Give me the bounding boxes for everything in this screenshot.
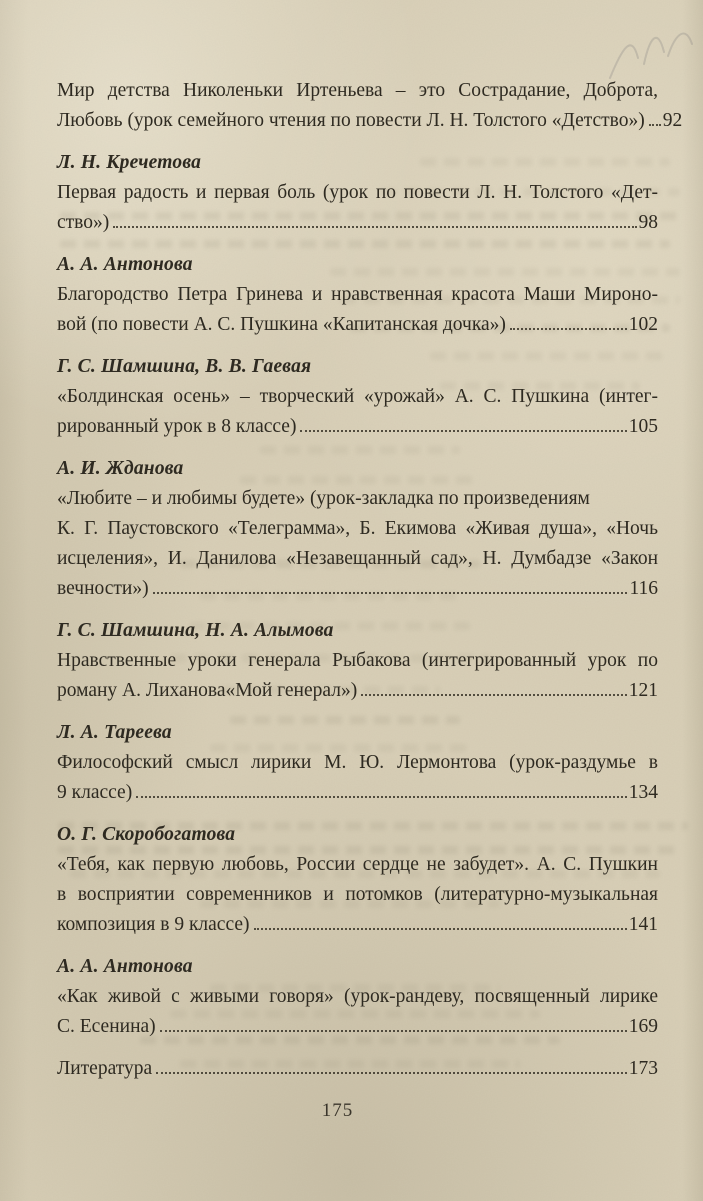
dot-leader xyxy=(510,328,627,330)
toc-entry-line: «Тебя, как первую любовь, России сердце не забудет». А. С. Пушкин xyxy=(57,854,658,875)
toc-entry-line: «Как живой с живыми говоря» (урок-рандеву, посвященный лирике xyxy=(57,986,658,1007)
toc-entry-page-number: 121 xyxy=(628,680,658,701)
toc-entry-leader-row xyxy=(57,676,658,706)
toc-entry-author: Г. С. Шамшина, Н. А. Алымова xyxy=(57,620,334,641)
toc-entry xyxy=(57,952,658,1042)
toc-entry-author: О. Г. Скоробогатова xyxy=(57,824,236,845)
toc-entry xyxy=(57,820,658,940)
dot-leader xyxy=(136,796,627,798)
toc-entry xyxy=(57,454,658,604)
page-number: 175 xyxy=(321,1100,354,1121)
toc-entry-author: А. И. Жданова xyxy=(57,458,184,479)
toc-entry xyxy=(57,76,683,136)
toc-entry-page-number: 102 xyxy=(628,314,658,335)
toc-entry-page-number: 169 xyxy=(628,1016,658,1037)
toc-entry-page-number: 173 xyxy=(628,1058,658,1079)
toc-entry-page-number: 92 xyxy=(662,110,683,131)
toc-entry-leader-text: ство») xyxy=(57,212,110,233)
toc-entry-leader-text: роману А. Лиханова«Мой генерал») xyxy=(57,680,358,701)
toc-entry-page-number: 98 xyxy=(638,212,658,233)
toc-entry xyxy=(57,616,658,706)
toc-entry-author: А. А. Антонова xyxy=(57,254,193,275)
toc-entry-leader-row xyxy=(57,106,683,136)
toc-entry-leader-row xyxy=(57,310,658,340)
toc-entry-line: «Любите – и любимы будете» (урок-закладка по произведениям xyxy=(57,488,590,509)
toc-entry-page-number: 105 xyxy=(628,416,658,437)
toc-entry-leader-row xyxy=(57,1012,658,1042)
dot-leader xyxy=(153,592,628,594)
toc-entry-leader-text: Любовь (урок семейного чтения по повести Л. Н. Толстого «Детство») xyxy=(57,110,645,131)
dot-leader xyxy=(300,430,626,432)
toc-entry-line: Благородство Петра Гринева и нравственная красота Маши Мироно- xyxy=(57,284,658,305)
toc-entry-line: Первая радость и первая боль (урок по повести Л. Н. Толстого «Дет- xyxy=(57,182,658,203)
toc-entry-leader-text: вой (по повести А. С. Пушкина «Капитанская дочка») xyxy=(57,314,506,335)
dot-leader xyxy=(160,1030,627,1032)
toc-entry-page-number: 116 xyxy=(629,578,658,599)
toc-entry xyxy=(57,718,658,808)
toc-entry-line: «Болдинская осень» – творческий «урожай» А. С. Пушкина (интег- xyxy=(57,386,658,407)
toc-entry-leader-row xyxy=(57,1054,658,1084)
toc-entry xyxy=(57,352,658,442)
toc-entry-leader-text: вечности») xyxy=(57,578,149,599)
toc-entry xyxy=(57,148,658,238)
toc-entry-leader-text: композиция в 9 классе) xyxy=(57,914,250,935)
toc-entry-author: А. А. Антонова xyxy=(57,956,193,977)
toc-entry xyxy=(57,250,658,340)
toc-entry-line: Философский смысл лирики М. Ю. Лермонтова (урок-раздумье в xyxy=(57,752,658,773)
toc-entry-leader-text: Литература xyxy=(57,1058,153,1079)
toc-entry-line: исцеления», И. Данилова «Незавещанный сад», Н. Думбадзе «Закон xyxy=(57,548,658,569)
dot-leader xyxy=(254,928,627,930)
toc-entry-leader-row xyxy=(57,778,658,808)
toc-entry-leader-text: 9 классе) xyxy=(57,782,133,803)
dot-leader xyxy=(156,1072,627,1074)
dot-leader xyxy=(649,124,661,126)
toc-entry-leader-row xyxy=(57,412,658,442)
toc-entry-leader-row xyxy=(57,910,658,940)
toc-entry-leader-row xyxy=(57,208,658,238)
toc-entry-author: Г. С. Шамшина, В. В. Гаевая xyxy=(57,356,312,377)
dot-leader xyxy=(113,226,636,228)
dot-leader xyxy=(361,694,627,696)
toc-entry-page-number: 134 xyxy=(628,782,658,803)
toc-entry-line: К. Г. Паустовского «Телеграмма», Б. Екимова «Живая душа», «Ночь xyxy=(57,518,658,539)
toc-entry-line: в восприятии современников и потомков (литературно-музыкальная xyxy=(57,884,658,905)
toc-list xyxy=(57,76,683,1084)
toc-entry-line: Мир детства Николеньки Иртеньева – это Сострадание, Доброта, xyxy=(57,80,658,101)
toc-entry-leader-text: рированный урок в 8 классе) xyxy=(57,416,297,437)
toc-entry xyxy=(57,1054,658,1084)
toc-entry-author: Л. Н. Кречетова xyxy=(57,152,202,173)
toc-entry-author: Л. А. Тареева xyxy=(57,722,172,743)
toc-entry-leader-text: С. Есенина) xyxy=(57,1016,156,1037)
toc-entry-page-number: 141 xyxy=(628,914,658,935)
toc-entry-line: Нравственные уроки генерала Рыбакова (интегрированный урок по xyxy=(57,650,658,671)
toc-entry-leader-row xyxy=(57,574,658,604)
